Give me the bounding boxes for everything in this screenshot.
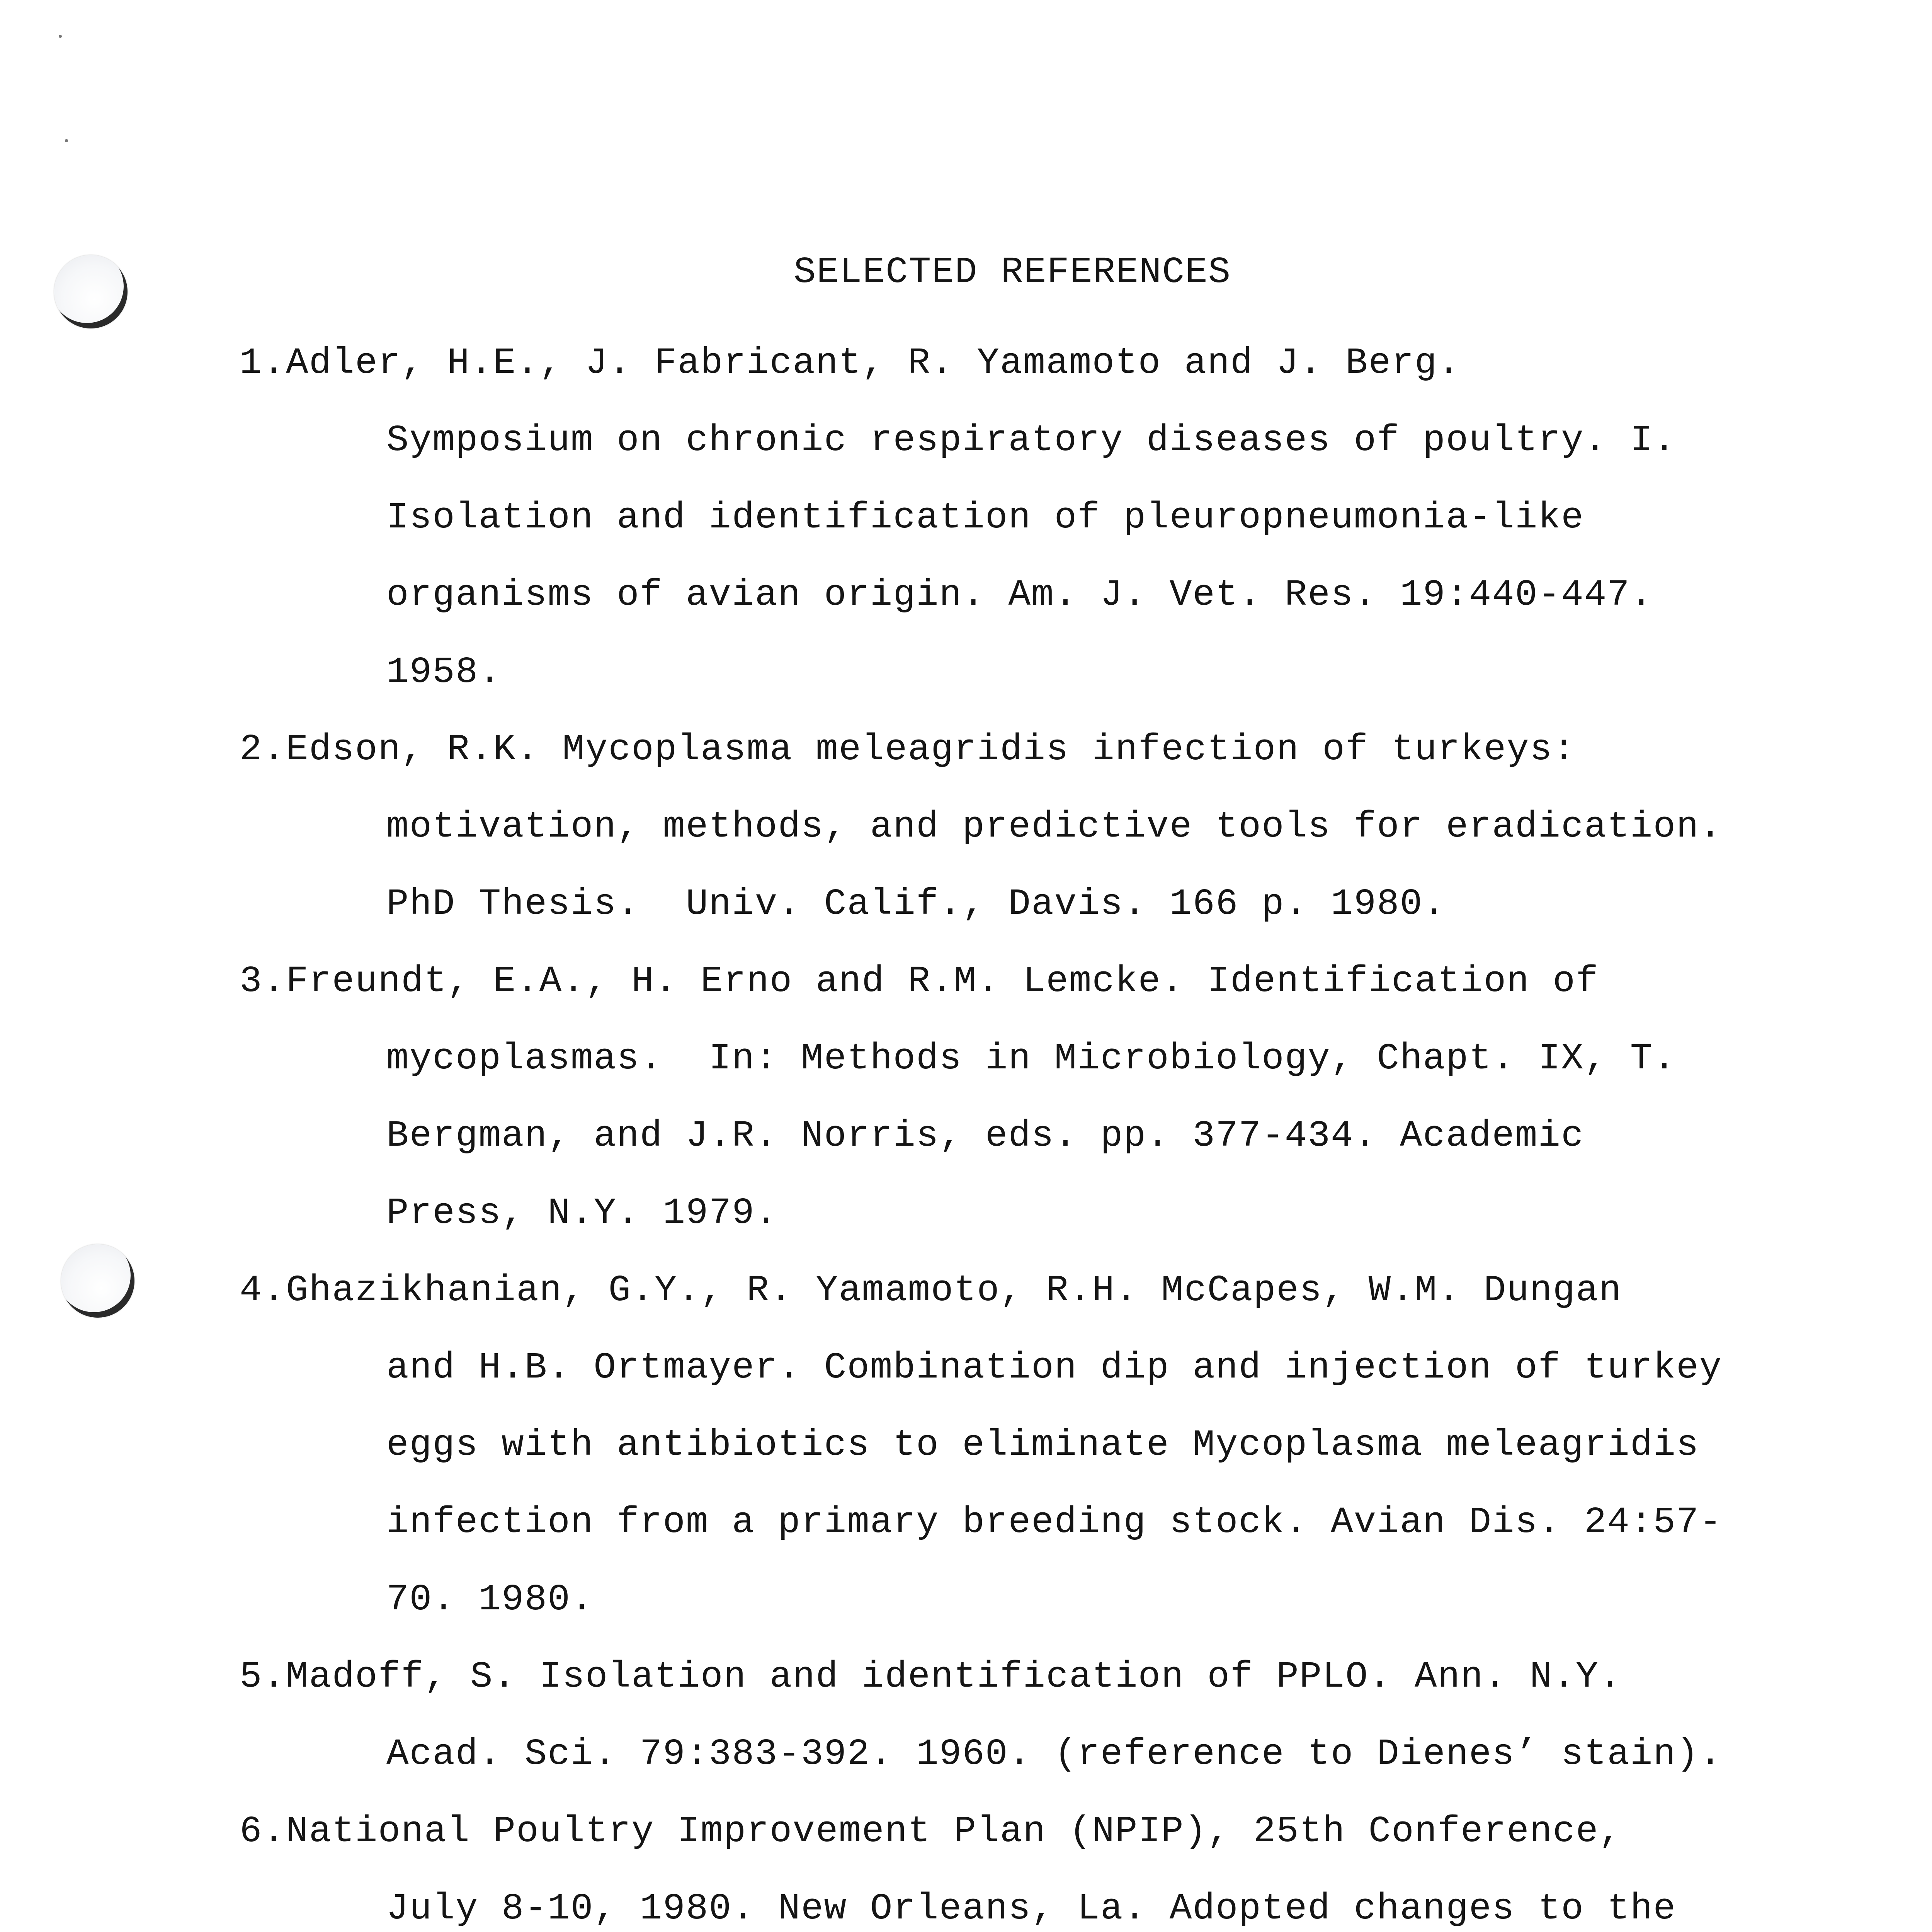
reference-number: 1. [240, 342, 286, 384]
reference-line: motivation, methods, and predictive tools for eradication. [386, 806, 1723, 848]
reference-item [240, 711, 1777, 943]
reference-line: Bergman, and J.R. Norris, eds. pp. 377-434. Academic [386, 1115, 1584, 1157]
reference-item [240, 1793, 1777, 1932]
reference-number: 2. [240, 728, 286, 770]
reference-line: eggs with antibiotics to eliminate Mycoplasma meleagridis [386, 1424, 1699, 1466]
reference-line: organisms of avian origin. Am. J. Vet. Res. 19:440-447. [386, 574, 1653, 616]
reference-line: 70. 1980. [386, 1578, 594, 1621]
reference-line: July 8-10, 1980. New Orleans, La. Adopted changes to the [386, 1888, 1677, 1930]
reference-line: infection from a primary breeding stock. Avian Dis. 24:57- [386, 1501, 1723, 1543]
scan-speck [59, 35, 62, 38]
reference-item [240, 1252, 1777, 1638]
reference-line: and H.B. Ortmayer. Combination dip and injection of turkey [386, 1347, 1723, 1389]
reference-line: mycoplasmas. In: Methods in Microbiology, Chapt. IX, T. [386, 1037, 1677, 1080]
reference-list [240, 325, 1777, 1932]
reference-line: Isolation and identification of pleuropneumonia-like [386, 497, 1584, 539]
binder-punch-hole-icon [61, 1244, 134, 1318]
scan-speck [65, 139, 68, 142]
reference-line: PhD Thesis. Univ. Calif., Davis. 166 p. 1980. [386, 883, 1446, 925]
reference-line: Acad. Sci. 79:383-392. 1960. (reference to Dienes’ stain). [386, 1733, 1723, 1775]
reference-number: 3. [240, 960, 286, 1002]
reference-line: Adler, H.E., J. Fabricant, R. Yamamoto and J. Berg. [286, 342, 1461, 384]
reference-line: Symposium on chronic respiratory diseases of poultry. I. [386, 419, 1677, 461]
reference-line: Edson, R.K. Mycoplasma meleagridis infection of turkeys: [286, 728, 1576, 770]
reference-line: 1958. [386, 651, 502, 693]
reference-line: Madoff, S. Isolation and identification of PPLO. Ann. N.Y. [286, 1656, 1622, 1698]
reference-line: Freundt, E.A., H. Erno and R.M. Lemcke. Identification of [286, 960, 1599, 1002]
reference-line: Press, N.Y. 1979. [386, 1192, 778, 1234]
reference-number: 6. [240, 1810, 286, 1852]
reference-number: 5. [240, 1656, 286, 1698]
reference-item [240, 943, 1777, 1252]
reference-line: Ghazikhanian, G.Y., R. Yamamoto, R.H. McCapes, W.M. Dungan [286, 1269, 1622, 1311]
reference-number: 4. [240, 1269, 286, 1311]
reference-line: National Poultry Improvement Plan (NPIP), 25th Conference, [286, 1810, 1622, 1852]
page-title: SELECTED REFERENCES [793, 251, 1231, 293]
reference-item [240, 1638, 1777, 1793]
reference-item [240, 325, 1777, 711]
